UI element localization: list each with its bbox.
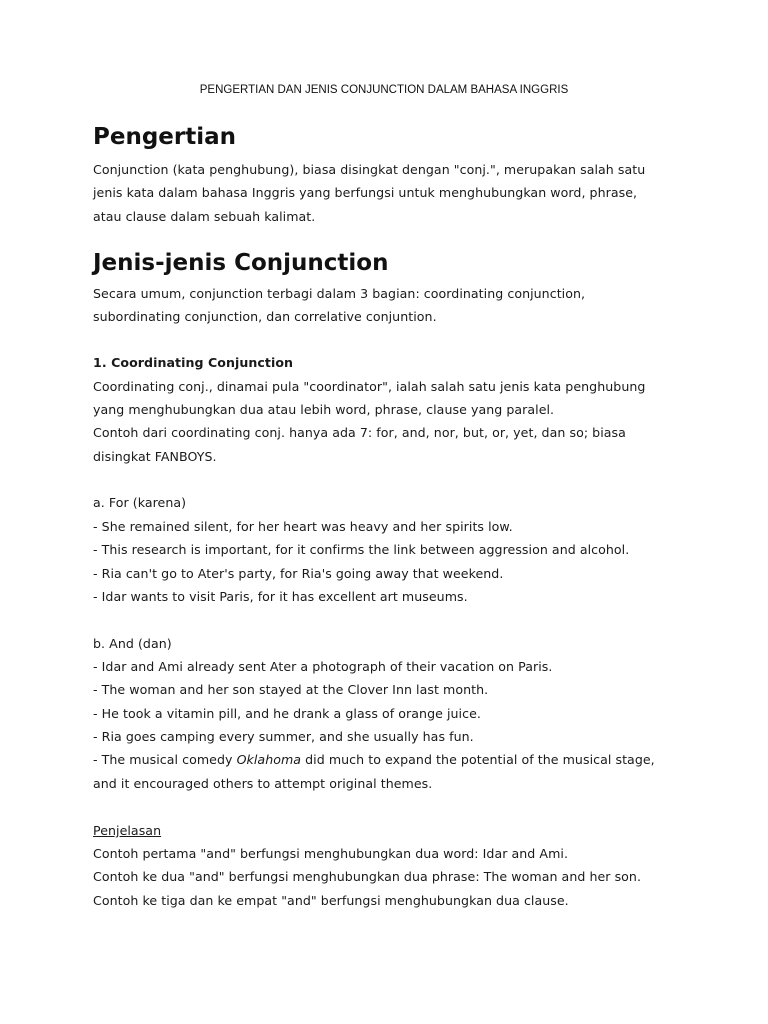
example-item: - The woman and her son stayed at the Clover Inn last month. xyxy=(93,682,489,697)
subheading-coordinating: 1. Coordinating Conjunction xyxy=(93,355,294,370)
example-text: did much to expand the potential of the musical stage, xyxy=(301,752,655,767)
example-label-for: a. For (karena) xyxy=(93,495,187,510)
example-item: - Idar wants to visit Paris, for it has excellent art museums. xyxy=(93,589,468,604)
italic-title: Oklahoma xyxy=(236,752,302,767)
paragraph-line: subordinating conjunction, dan correlative conjuntion. xyxy=(93,309,437,324)
explanation-line: Contoh pertama "and" berfungsi menghubungkan dua word: Idar and Ami. xyxy=(93,846,568,861)
example-item-musical xyxy=(93,752,655,767)
paragraph-line: Secara umum, conjunction terbagi dalam 3 bagian: coordinating conjunction, xyxy=(93,286,586,301)
explanation-line: Contoh ke dua "and" berfungsi menghubungkan dua phrase: The woman and her son. xyxy=(93,869,642,884)
paragraph-line: Coordinating conj., dinamai pula "coordinator", ialah salah satu jenis kata penghubung xyxy=(93,379,646,394)
example-item: - Idar and Ami already sent Ater a photograph of their vacation on Paris. xyxy=(93,659,553,674)
example-item-continuation: and it encouraged others to attempt original themes. xyxy=(93,776,433,791)
example-item: - Ria goes camping every summer, and she usually has fun. xyxy=(93,729,474,744)
example-item: - She remained silent, for her heart was heavy and her spirits low. xyxy=(93,519,513,534)
paragraph-line: Conjunction (kata penghubung), biasa disingkat dengan "conj.", merupakan salah satu xyxy=(93,162,646,177)
paragraph-line: jenis kata dalam bahasa Inggris yang berfungsi untuk menghubungkan word, phrase, xyxy=(93,185,638,200)
heading-pengertian: Pengertian xyxy=(93,124,237,150)
example-item: - He took a vitamin pill, and he drank a glass of orange juice. xyxy=(93,706,481,721)
paragraph-line: atau clause dalam sebuah kalimat. xyxy=(93,209,316,224)
explanation-label: Penjelasan xyxy=(93,823,162,838)
paragraph-line: yang menghubungkan dua atau lebih word, phrase, clause yang paralel. xyxy=(93,402,555,417)
document-title: PENGERTIAN DAN JENIS CONJUNCTION DALAM BAHASA INGGRIS xyxy=(199,84,569,96)
explanation-line: Contoh ke tiga dan ke empat "and" berfungsi menghubungkan dua clause. xyxy=(93,893,569,908)
paragraph-line: Contoh dari coordinating conj. hanya ada 7: for, and, nor, but, or, yet, dan so; biasa xyxy=(93,425,626,440)
example-item: - This research is important, for it confirms the link between aggression and alcohol. xyxy=(93,542,630,557)
heading-jenis-conjunction: Jenis-jenis Conjunction xyxy=(93,250,389,276)
paragraph-line: disingkat FANBOYS. xyxy=(93,449,217,464)
example-label-and: b. And (dan) xyxy=(93,636,172,651)
example-text: - The musical comedy xyxy=(93,752,237,767)
example-item: - Ria can't go to Ater's party, for Ria's going away that weekend. xyxy=(93,566,504,581)
